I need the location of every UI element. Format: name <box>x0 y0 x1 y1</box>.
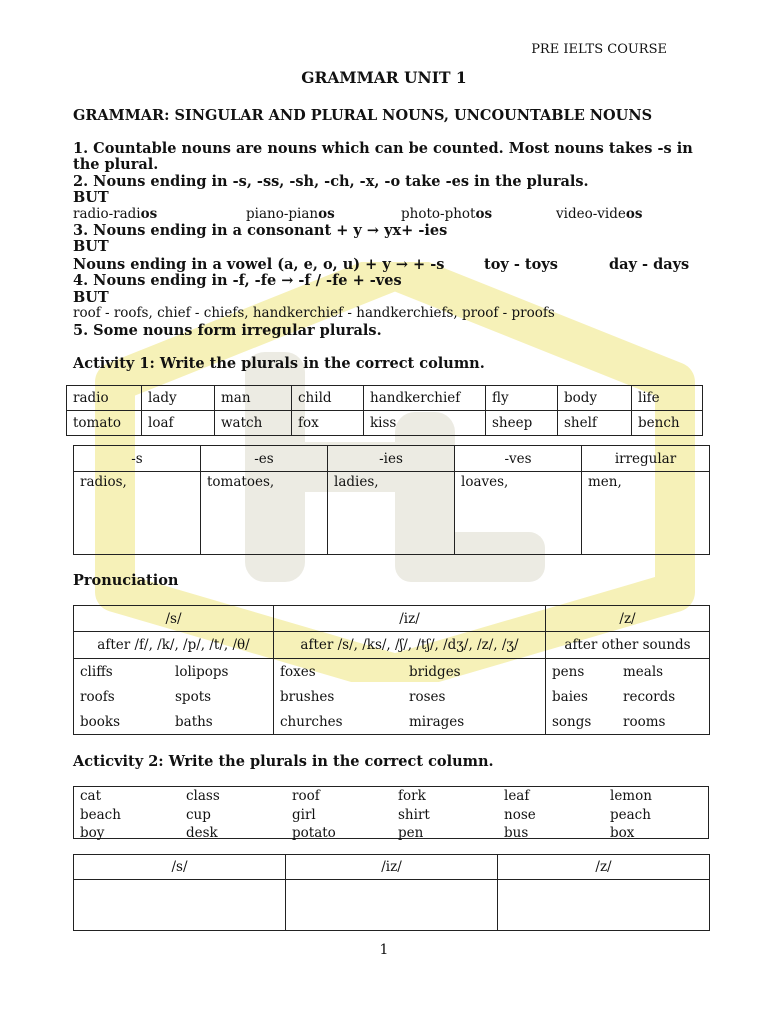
column-header: -ves <box>455 446 582 472</box>
column-header: -es <box>201 446 328 472</box>
word-cell: body <box>558 386 632 411</box>
activity1-title: Activity 1: Write the plurals in the correct column. <box>73 355 485 372</box>
word: mirages <box>409 713 465 730</box>
column-header: irregular <box>582 446 710 472</box>
word-cell: lady <box>142 386 215 411</box>
column-header: /iz/ <box>274 606 546 632</box>
word-cell: tomato <box>67 411 142 436</box>
word: baths <box>175 713 213 730</box>
word-cell: cup <box>186 806 211 823</box>
activity2-word-box <box>73 786 709 839</box>
but-label-2: BUT <box>73 238 109 255</box>
activity2-title: Acticvity 2: Write the plurals in the correct column. <box>73 753 494 770</box>
column-header: -ies <box>328 446 455 472</box>
word-cell: sheep <box>486 411 558 436</box>
answer-cell[interactable]: radios, <box>74 472 201 555</box>
example-piano: piano-pianos <box>246 206 335 222</box>
word-cell: fox <box>292 411 364 436</box>
s-words-cell <box>74 659 274 735</box>
word-cell: desk <box>186 825 218 841</box>
word-cell: pen <box>398 825 424 841</box>
word: rooms <box>623 713 666 730</box>
word: baies <box>552 688 588 705</box>
rule-3: 3. Nouns ending in a consonant + y → yx+ -ies <box>73 222 448 239</box>
rule-cell: after /f/, /k/, /p/, /t/, /θ/ <box>74 632 274 659</box>
activity2-answer-table <box>73 854 710 931</box>
word-cell: beach <box>80 806 121 823</box>
word-cell: bench <box>632 411 703 436</box>
word-cell: fly <box>486 386 558 411</box>
word-cell: boy <box>80 825 105 841</box>
table-row <box>67 386 703 411</box>
word-cell: man <box>215 386 292 411</box>
word-cell: leaf <box>504 788 530 804</box>
but-label: BUT <box>73 189 109 206</box>
answer-cell[interactable]: loaves, <box>455 472 582 555</box>
example-toy: toy - toys <box>484 256 558 273</box>
pronunciation-title: Pronuciation <box>73 572 179 589</box>
iz-words-cell <box>274 659 546 735</box>
table-row <box>74 806 708 825</box>
rule-4: 4. Nouns ending in -f, -fe → -f / -fe + -ves <box>73 272 402 289</box>
word-cell: watch <box>215 411 292 436</box>
column-header: /s/ <box>74 606 274 632</box>
example-photo: photo-photos <box>401 206 493 222</box>
answer-cell[interactable]: men, <box>582 472 710 555</box>
word-cell: lemon <box>610 788 652 804</box>
but-label-3: BUT <box>73 289 109 306</box>
word-cell: shelf <box>558 411 632 436</box>
column-header: /s/ <box>74 855 286 880</box>
answer-cell[interactable] <box>498 880 710 931</box>
word-cell: bus <box>504 825 529 841</box>
answer-cell[interactable] <box>286 880 498 931</box>
word: books <box>80 713 121 730</box>
table-header-row <box>74 606 710 632</box>
table-header-row <box>74 855 710 880</box>
example-day: day - days <box>609 256 690 273</box>
answer-cell[interactable]: ladies, <box>328 472 455 555</box>
example-roof-chief: roof - roofs, chief - chiefs, handkerchief - handkerchiefs, proof - proofs <box>73 305 555 321</box>
table-row <box>74 880 710 931</box>
word-cell: loaf <box>142 411 215 436</box>
word: churches <box>280 713 343 730</box>
word-cell: cat <box>80 788 102 804</box>
rule-cell: after other sounds <box>546 632 710 659</box>
word-cell: handkerchief <box>364 386 486 411</box>
word-cell: shirt <box>398 806 430 823</box>
column-header: /z/ <box>498 855 710 880</box>
word-cell: nose <box>504 806 536 823</box>
word: pens <box>552 663 585 680</box>
word-cell: kiss <box>364 411 486 436</box>
rule-5: 5. Some nouns form irregular plurals. <box>73 322 382 339</box>
column-header: /z/ <box>546 606 710 632</box>
word-cell: class <box>186 788 220 804</box>
word: bridges <box>409 663 461 680</box>
word-cell: child <box>292 386 364 411</box>
word: songs <box>552 713 592 730</box>
word: spots <box>175 688 212 705</box>
page-title: GRAMMAR UNIT 1 <box>301 68 467 87</box>
column-header: -s <box>74 446 201 472</box>
word: roofs <box>80 688 115 705</box>
rule-1-line1: 1. Countable nouns are nouns which can be counted. Most nouns takes -s in <box>73 140 693 157</box>
table-header-row <box>74 446 710 472</box>
answer-cell[interactable]: tomatoes, <box>201 472 328 555</box>
rule-3-vowel: Nouns ending in a vowel (a, e, o, u) + y → + -s <box>73 256 445 273</box>
word: cliffs <box>80 663 113 680</box>
table-row <box>74 659 710 735</box>
word: roses <box>409 688 446 705</box>
word-cell: roof <box>292 788 320 804</box>
course-header: PRE IELTS COURSE <box>531 42 667 57</box>
table-row <box>74 472 710 555</box>
word: lolipops <box>175 663 229 680</box>
word-cell: box <box>610 825 635 841</box>
pronunciation-table <box>73 605 710 735</box>
column-header: /iz/ <box>286 855 498 880</box>
table-row <box>74 824 708 843</box>
word: brushes <box>280 688 335 705</box>
rule-1-line2: the plural. <box>73 156 159 173</box>
word-cell: girl <box>292 806 316 823</box>
answer-cell[interactable] <box>74 880 286 931</box>
word-cell: peach <box>610 806 651 823</box>
word-cell: life <box>632 386 703 411</box>
activity1-word-table <box>66 385 703 436</box>
activity1-answer-table <box>73 445 710 555</box>
example-radio: radio-radios <box>73 206 158 222</box>
section-subtitle: GRAMMAR: SINGULAR AND PLURAL NOUNS, UNCOUNTABLE NOUNS <box>73 107 653 124</box>
word-cell: potato <box>292 825 336 841</box>
page-number: 1 <box>379 942 389 958</box>
table-row <box>74 787 708 806</box>
word: foxes <box>280 663 316 680</box>
table-row <box>74 632 710 659</box>
z-words-cell <box>546 659 710 735</box>
rule-cell: after /s/, /ks/, /ʃ/, /tʃ/, /dʒ/, /z/, /ʒ/ <box>274 632 546 659</box>
rule-2: 2. Nouns ending in -s, -ss, -sh, -ch, -x, -o take -es in the plurals. <box>73 173 589 190</box>
word-cell: fork <box>398 788 426 804</box>
example-video: video-videos <box>556 206 643 222</box>
word: records <box>623 688 676 705</box>
word: meals <box>623 663 664 680</box>
word-cell: radio <box>67 386 142 411</box>
table-row <box>67 411 703 436</box>
